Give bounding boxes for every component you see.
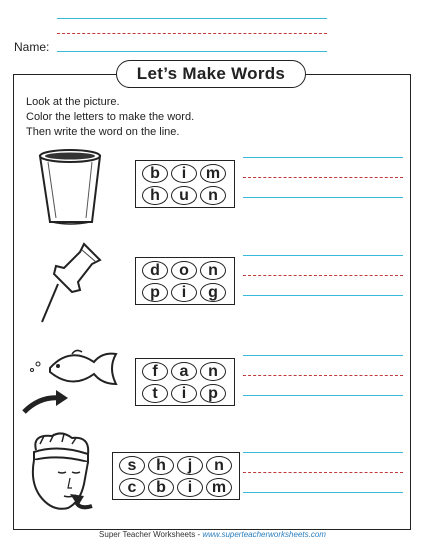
letter-circle[interactable]: g xyxy=(200,283,226,302)
name-input-line[interactable] xyxy=(57,51,327,52)
letter-circle[interactable]: c xyxy=(119,478,145,497)
letter-circle[interactable]: d xyxy=(142,261,168,280)
header-line-top xyxy=(57,18,327,19)
letter-circle[interactable]: b xyxy=(148,478,174,497)
goldfish-icon xyxy=(20,338,120,418)
name-label: Name: xyxy=(14,40,50,54)
answer-line-bottom-1[interactable] xyxy=(243,197,403,198)
answer-line-top-1 xyxy=(243,157,403,158)
letter-circle[interactable]: j xyxy=(177,456,203,475)
answer-line-top-2 xyxy=(243,255,403,256)
letter-circle[interactable]: b xyxy=(142,164,168,183)
letter-circle[interactable]: m xyxy=(206,478,232,497)
answer-line-mid-3 xyxy=(243,375,403,376)
letter-circle[interactable]: s xyxy=(119,456,145,475)
footer xyxy=(0,530,425,539)
wastebasket-icon xyxy=(34,146,106,226)
letter-circle[interactable]: t xyxy=(142,384,168,403)
letter-box-3 xyxy=(135,358,235,406)
letter-circle[interactable]: i xyxy=(171,164,197,183)
worksheet-title: Let’s Make Words xyxy=(116,60,306,88)
letter-circle[interactable]: o xyxy=(171,261,197,280)
answer-line-mid-4 xyxy=(243,472,403,473)
letter-circle[interactable]: h xyxy=(148,456,174,475)
answer-line-mid-1 xyxy=(243,177,403,178)
instruction-line-2: Color the letters to make the word. xyxy=(26,111,195,123)
answer-line-bottom-2[interactable] xyxy=(243,295,403,296)
head-with-headband-icon xyxy=(18,432,110,520)
letter-circle[interactable]: p xyxy=(142,283,168,302)
answer-line-mid-2 xyxy=(243,275,403,276)
letter-circle[interactable]: n xyxy=(200,186,226,205)
letter-circle[interactable]: u xyxy=(171,186,197,205)
letter-box-4 xyxy=(112,452,240,500)
answer-line-top-4 xyxy=(243,452,403,453)
letter-box-1 xyxy=(135,160,235,208)
instruction-line-1: Look at the picture. xyxy=(26,96,120,108)
answer-line-bottom-4[interactable] xyxy=(243,492,403,493)
push-pin-icon xyxy=(38,240,104,326)
letter-circle[interactable]: p xyxy=(200,384,226,403)
letter-box-2 xyxy=(135,257,235,305)
letter-circle[interactable]: n xyxy=(200,261,226,280)
letter-circle[interactable]: i xyxy=(171,283,197,302)
letter-circle[interactable]: h xyxy=(142,186,168,205)
letter-circle[interactable]: i xyxy=(177,478,203,497)
instruction-line-3: Then write the word on the line. xyxy=(26,126,180,138)
footer-prefix: Super Teacher Worksheets - xyxy=(99,530,203,539)
letter-circle[interactable]: n xyxy=(200,362,226,381)
header-line-mid xyxy=(57,33,327,34)
letter-circle[interactable]: n xyxy=(206,456,232,475)
letter-circle[interactable]: m xyxy=(200,164,226,183)
answer-line-bottom-3[interactable] xyxy=(243,395,403,396)
answer-line-top-3 xyxy=(243,355,403,356)
letter-circle[interactable]: i xyxy=(171,384,197,403)
letter-circle[interactable]: a xyxy=(171,362,197,381)
letter-circle[interactable]: f xyxy=(142,362,168,381)
footer-link[interactable]: www.superteacherworksheets.com xyxy=(202,530,326,539)
